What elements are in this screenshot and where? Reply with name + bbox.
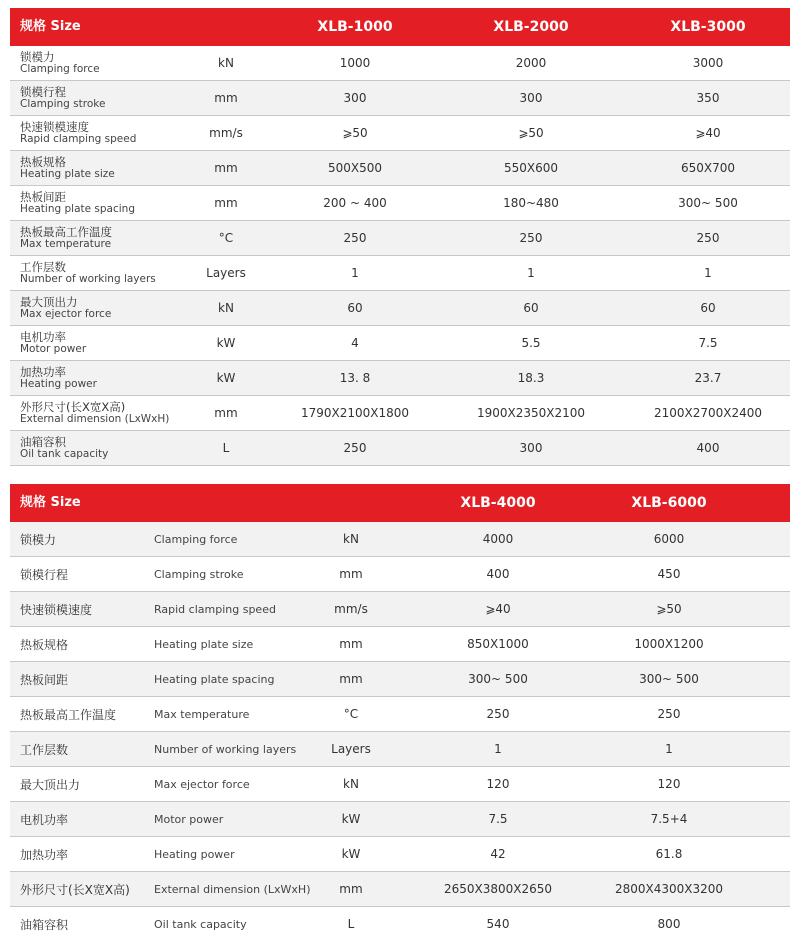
model-xlb-3000: XLB-3000 (670, 19, 746, 35)
param-label (20, 291, 111, 325)
param-name-cn: 锁模行程 (20, 85, 66, 99)
table-row (10, 767, 790, 802)
table-row (10, 361, 790, 396)
param-label (20, 116, 136, 150)
param-unit: Layers (206, 266, 246, 280)
param-value: 300 (519, 441, 543, 455)
param-label (20, 396, 169, 430)
param-value: 800 (657, 917, 681, 931)
param-name-en: Clamping stroke (154, 567, 244, 581)
param-value: 7.5 (698, 336, 718, 350)
param-value: 300~ 500 (468, 672, 528, 686)
param-unit: mm/s (209, 126, 243, 140)
param-label (20, 221, 112, 255)
param-value: 2650X3800X2650 (443, 882, 553, 896)
param-value: 200 ~ 400 (323, 196, 387, 210)
param-name-en: Number of working layers (20, 273, 156, 285)
param-value: ⩾40 (695, 126, 721, 140)
param-name-en: Heating power (20, 378, 97, 390)
table-row (10, 907, 790, 940)
param-value: 250 (486, 707, 510, 721)
param-name-cn: 油箱容积 (20, 435, 66, 449)
param-value: 650X700 (680, 161, 736, 175)
param-value: 60 (700, 301, 716, 315)
param-value: 250 (343, 441, 367, 455)
param-label (20, 326, 86, 360)
param-value: 1 (665, 742, 673, 756)
table-row (10, 522, 790, 557)
param-value: 300 (343, 91, 367, 105)
param-unit: Layers (331, 742, 371, 756)
param-name-cn: 加热功率 (20, 847, 69, 862)
param-name-en: Max ejector force (154, 777, 250, 791)
param-value: 250 (696, 231, 720, 245)
param-name-cn: 外形尺寸(长X宽X高) (20, 882, 130, 897)
table-row (10, 627, 790, 662)
param-unit: mm (339, 672, 363, 686)
table-row (10, 837, 790, 872)
model-xlb-2000: XLB-2000 (493, 19, 569, 35)
param-value: 2800X4300X3200 (614, 882, 724, 896)
param-name-cn: 热板间距 (20, 190, 66, 204)
param-unit: °C (343, 707, 359, 721)
model-xlb-6000: XLB-6000 (631, 495, 707, 511)
param-value: 1 (494, 742, 502, 756)
param-name-cn: 油箱容积 (20, 917, 69, 932)
param-name-en: Heating plate size (154, 637, 254, 651)
table-row (10, 802, 790, 837)
table-row (10, 256, 790, 291)
table-row (10, 732, 790, 767)
param-name-cn: 锁模行程 (20, 567, 69, 582)
param-value: 4 (351, 336, 359, 350)
table-row (10, 291, 790, 326)
table-row (10, 662, 790, 697)
param-value: 7.5 (488, 812, 508, 826)
param-unit: °C (218, 231, 234, 245)
param-name-en: Heating plate spacing (154, 672, 275, 686)
table-header (10, 8, 790, 46)
param-value: 4000 (482, 532, 514, 546)
param-name-cn: 最大顶出力 (20, 295, 78, 309)
table-row (10, 46, 790, 81)
table-header (10, 484, 790, 522)
param-value: 300 (519, 91, 543, 105)
param-value: 2000 (515, 56, 547, 70)
param-name-en: External dimension (LxWxH) (154, 882, 311, 896)
param-unit: kW (341, 847, 361, 861)
param-value: 1000X1200 (634, 637, 704, 651)
param-name-en: Number of working layers (154, 742, 297, 756)
param-name-cn: 加热功率 (20, 365, 66, 379)
param-value: 60 (347, 301, 363, 315)
spec-table-2 (10, 484, 790, 940)
param-unit: mm (339, 567, 363, 581)
param-value: 120 (657, 777, 681, 791)
param-value: 1000 (339, 56, 371, 70)
param-value: 350 (696, 91, 720, 105)
param-name-cn: 热板最高工作温度 (20, 707, 117, 722)
param-name-en: Rapid clamping speed (20, 133, 137, 145)
param-unit: L (347, 917, 355, 931)
param-name-cn: 快速锁模速度 (20, 602, 93, 617)
param-value: 61.8 (655, 847, 683, 861)
param-name-cn: 锁模力 (20, 50, 55, 64)
model-xlb-4000: XLB-4000 (460, 495, 536, 511)
param-unit: mm (339, 637, 363, 651)
param-unit: kW (216, 371, 236, 385)
param-value: 120 (486, 777, 510, 791)
param-name-en: Heating plate size (20, 168, 115, 180)
table-row (10, 431, 790, 466)
param-label (20, 81, 105, 115)
param-unit: kN (343, 532, 359, 546)
param-value: 1900X2350X2100 (476, 406, 586, 420)
param-unit: mm (214, 91, 238, 105)
param-name-cn: 电机功率 (20, 330, 66, 344)
param-unit: mm/s (334, 602, 368, 616)
param-value: 2100X2700X2400 (653, 406, 763, 420)
param-name-en: Clamping force (20, 63, 100, 75)
param-value: 550X600 (503, 161, 559, 175)
param-value: 250 (657, 707, 681, 721)
param-value: 60 (523, 301, 539, 315)
param-value: ⩾40 (485, 602, 511, 616)
param-value: 450 (657, 567, 681, 581)
param-name-en: Max temperature (20, 238, 112, 250)
param-unit: mm (214, 406, 238, 420)
param-value: 42 (490, 847, 506, 861)
spec-table-1 (10, 8, 790, 466)
param-name-cn: 热板间距 (20, 672, 69, 687)
param-name-en: Heating plate spacing (20, 203, 135, 215)
table-row (10, 326, 790, 361)
param-name-cn: 工作层数 (20, 260, 66, 274)
param-name-cn: 热板最高工作温度 (20, 225, 112, 239)
param-value: 500X500 (327, 161, 383, 175)
param-name-en: Rapid clamping speed (154, 602, 276, 616)
param-value: 300~ 500 (639, 672, 699, 686)
param-unit: mm (214, 161, 238, 175)
param-label (20, 151, 115, 185)
param-unit: kN (218, 301, 234, 315)
param-name-cn: 电机功率 (20, 812, 69, 827)
param-value: 250 (343, 231, 367, 245)
param-value: 850X1000 (467, 637, 529, 651)
size-label: 规格 Size (20, 19, 81, 34)
param-name-cn: 工作层数 (20, 742, 69, 757)
param-value: ⩾50 (518, 126, 544, 140)
param-value: ⩾50 (656, 602, 682, 616)
param-value: 3000 (692, 56, 724, 70)
param-name-en: Oil tank capacity (20, 448, 109, 460)
param-value: ⩾50 (342, 126, 368, 140)
param-name-en: Oil tank capacity (154, 917, 247, 931)
param-unit: kW (341, 812, 361, 826)
param-name-en: Max ejector force (20, 308, 112, 320)
param-name-cn: 锁模力 (20, 532, 57, 547)
param-value: 1790X2100X1800 (300, 406, 410, 420)
param-unit: L (222, 441, 230, 455)
param-unit: kN (218, 56, 234, 70)
param-unit: mm (339, 882, 363, 896)
param-label (20, 46, 100, 80)
param-name-en: Motor power (20, 343, 87, 355)
table-row (10, 396, 790, 431)
param-label (20, 186, 135, 220)
param-name-cn: 热板规格 (20, 637, 69, 652)
param-name-en: Motor power (154, 812, 224, 826)
table-row (10, 697, 790, 732)
param-label (20, 361, 97, 395)
param-value: 18.3 (517, 371, 545, 385)
param-value: 400 (486, 567, 510, 581)
param-name-en: Heating power (154, 847, 235, 861)
param-value: 7.5+4 (650, 812, 688, 826)
param-value: 1 (704, 266, 712, 280)
param-name-en: Max temperature (154, 707, 250, 721)
param-name-cn: 快速锁模速度 (20, 120, 89, 134)
param-value: 400 (696, 441, 720, 455)
table-row (10, 557, 790, 592)
table-row (10, 221, 790, 256)
param-value: 250 (519, 231, 543, 245)
table-row (10, 151, 790, 186)
table-row (10, 81, 790, 116)
param-unit: kW (216, 336, 236, 350)
param-label (20, 256, 156, 290)
param-value: 1 (351, 266, 359, 280)
param-value: 13. 8 (339, 371, 371, 385)
param-label (20, 431, 108, 465)
param-value: 180~480 (503, 196, 559, 210)
param-name-en: External dimension (LxWxH) (20, 413, 170, 425)
param-value: 300~ 500 (678, 196, 738, 210)
table-row (10, 186, 790, 221)
param-value: 5.5 (521, 336, 541, 350)
param-value: 540 (486, 917, 510, 931)
param-name-cn: 最大顶出力 (20, 777, 81, 792)
table-row (10, 592, 790, 627)
param-value: 23.7 (694, 371, 722, 385)
size-label: 规格 Size (20, 495, 81, 510)
param-name-en: Clamping force (154, 532, 238, 546)
table-row (10, 116, 790, 151)
param-name-cn: 外形尺寸(长X宽X高) (20, 400, 126, 414)
param-value: 1 (527, 266, 535, 280)
param-unit: mm (214, 196, 238, 210)
model-xlb-1000: XLB-1000 (317, 19, 393, 35)
param-unit: kN (343, 777, 359, 791)
param-name-cn: 热板规格 (20, 155, 66, 169)
param-name-en: Clamping stroke (20, 98, 106, 110)
table-row (10, 872, 790, 907)
param-value: 6000 (653, 532, 685, 546)
